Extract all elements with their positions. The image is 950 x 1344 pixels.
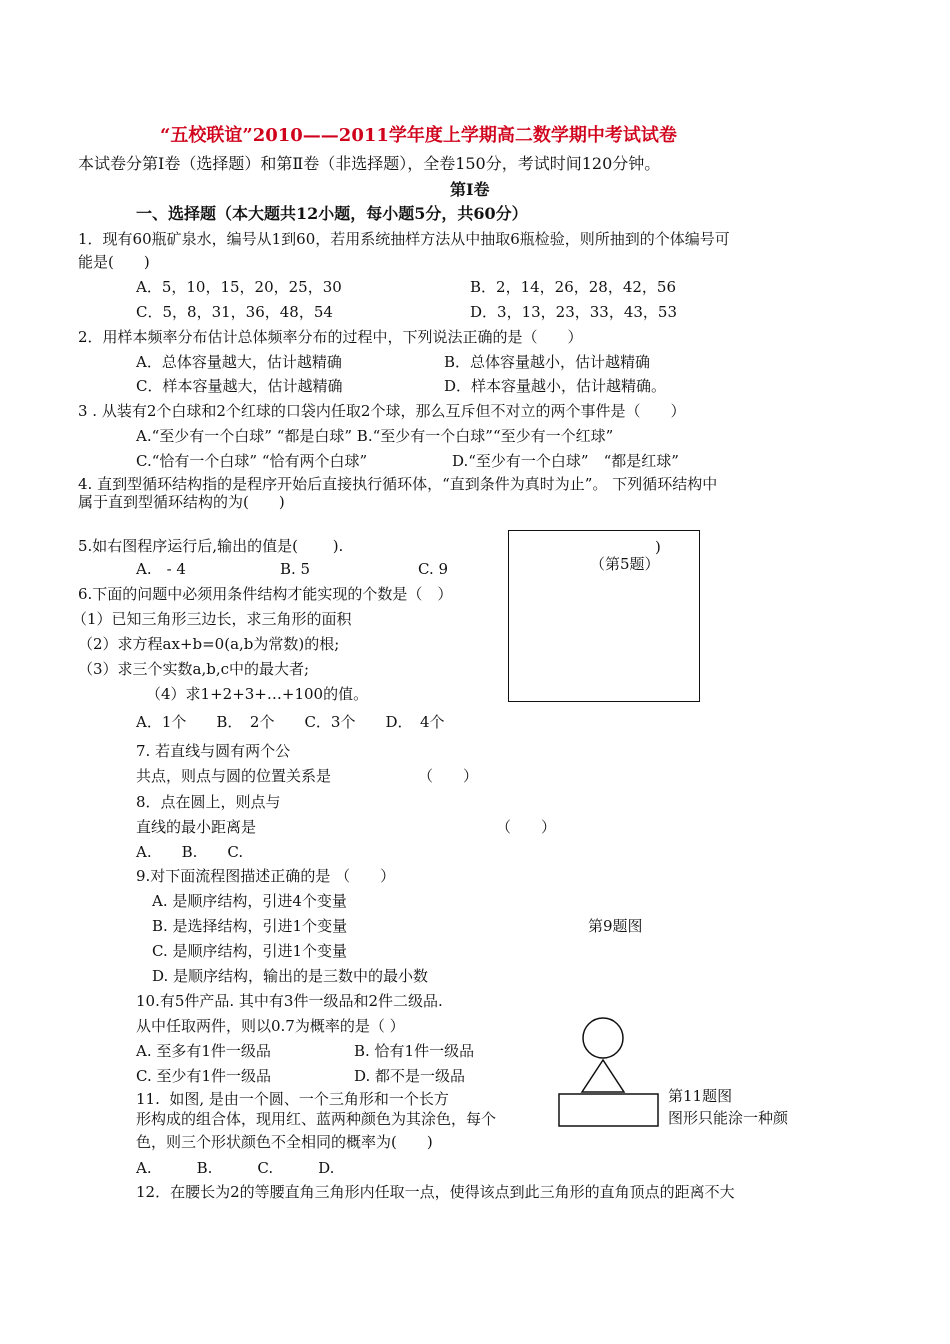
q10-option-b: B. 恰有1件一级品 [354,1042,475,1060]
q10-option-d: D. 都不是一级品 [354,1067,466,1085]
q11-circle-shape [583,1018,623,1058]
q6-stem: 6.下面的问题中必须用条件结构才能实现的个数是（ ） [78,585,453,603]
q6-item-2: （2）求方程ax+b=0(a,b为常数)的根; [78,635,340,653]
q10-stem-line1: 10.有5件产品. 其中有3件一级品和2件二级品. [136,992,443,1010]
q2-stem: 2．用样本频率分布估计总体频率分布的过程中，下列说法正确的是（ ） [78,328,583,346]
q11-options: A. B. C. D. [136,1159,335,1177]
q1-option-d: D．3，13，23，33，43，53 [470,303,678,321]
q1-stem-line1: 1．现有60瓶矿泉水，编号从1到60，若用系统抽样方法从中抽取6瓶检验，则所抽到的个体编号可 [78,230,730,248]
q9-figure-label: 第9题图 [588,917,643,935]
q11-stem-line2: 形构成的组合体，现用红、蓝两种颜色为其涂色，每个 [136,1110,497,1128]
q8-options: A. B. C. [136,843,244,861]
q11-figure [556,1015,666,1130]
q5-option-c: C. 9 [418,560,449,578]
q10-stem-line2: 从中任取两件，则以0.7为概率的是（ ） [136,1017,405,1035]
q4-stem-line1: 4. 直到型循环结构指的是程序开始后直接执行循环体，“直到条件为真时为止”。 下列循环结构中 [78,475,718,493]
q2-option-b: B．总体容量越小，估计越精确 [444,353,651,371]
q8-stem-line2: 直线的最小距离是 [136,818,257,836]
exam-title: “五校联谊”2010——2011学年度上学期高二数学期中考试试卷 [160,125,677,146]
q7-answer-paren: （ ） [418,767,479,785]
q11-stem-line1: 11. 如图, 是由一个圆、一个三角形和一个长方 [136,1090,449,1108]
q12-stem: 12．在腰长为2的等腰直角三角形内任取一点，使得该点到此三角形的直角顶点的距离不大 [136,1183,735,1201]
q7-stem-line1: 7. 若直线与圆有两个公 [136,742,291,760]
q2-option-d: D．样本容量越小，估计越精确。 [444,377,667,395]
q11-triangle-shape [582,1060,624,1092]
q5-figure-paren: ) [655,538,661,556]
q6-item-3: （3）求三个实数a,b,c中的最大者; [78,660,310,678]
q5-option-a: A. - 4 [136,560,186,578]
q9-option-b: B. 是选择结构，引进1个变量 [152,917,348,935]
q10-option-a: A. 至多有1件一级品 [136,1042,271,1060]
q8-answer-paren: （ ） [496,818,557,836]
q11-rectangle-shape [559,1094,658,1126]
q10-option-c: C. 至少有1件一级品 [136,1067,272,1085]
part-heading: 第Ⅰ卷 [450,180,490,199]
q9-option-c: C. 是顺序结构，引进1个变量 [152,942,348,960]
q9-stem: 9.对下面流程图描述正确的是 （ ） [136,867,396,885]
q5-option-b: B. 5 [280,560,311,578]
q1-option-c: C．5，8，31，36，48，54 [136,303,333,321]
q1-stem-line2: 能是( ) [78,253,150,271]
q3-option-c: C.“恰有一个白球” “恰有两个白球” [136,452,368,470]
q9-option-d: D. 是顺序结构，输出的是三数中的最小数 [152,967,429,985]
q11-figure-label: 第11题图 [668,1087,733,1105]
q11-side-text: 图形只能涂一种颜 [668,1109,789,1127]
q6-item-1: （1）已知三角形三边长，求三角形的面积 [72,610,352,628]
q7-stem-line2: 共点，则点与圆的位置关系是 [136,767,332,785]
q2-option-c: C．样本容量越大，估计越精确 [136,377,343,395]
q3-stem: 3 . 从装有2个白球和2个红球的口袋内任取2个球，那么互斥但不对立的两个事件是（ ） [78,402,686,420]
q3-option-d: D.“至少有一个白球” “都是红球” [452,452,679,470]
q8-stem-line1: 8．点在圆上，则点与 [136,793,281,811]
intro-text: 本试卷分第Ⅰ卷（选择题）和第Ⅱ卷（非选择题），全卷150分，考试时间120分钟。 [78,154,661,173]
q1-option-b: B．2，14，26，28，42，56 [470,278,677,296]
q9-option-a: A. 是顺序结构，引进4个变量 [152,892,347,910]
q2-option-a: A．总体容量越大，估计越精确 [136,353,342,371]
q11-stem-line3: 色，则三个形状颜色不全相同的概率为( ) [136,1133,433,1151]
section-heading: 一、选择题（本大题共12小题，每小题5分，共60分） [136,204,528,223]
q4-stem-line2: 属于直到型循环结构的为( ) [78,493,285,511]
q5-stem: 5.如右图程序运行后,输出的值是( ). [78,537,344,555]
q6-item-4: （4）求1+2+3+…+100的值。 [146,685,369,703]
q1-option-a: A．5，10，15，20，25，30 [136,278,342,296]
q5-figure-label: （第5题） [590,555,660,573]
q6-options: A．1个 B． 2个 C．3个 D． 4个 [136,713,445,731]
q3-option-ab: A.“至少有一个白球” “都是白球” B.“至少有一个白球”“至少有一个红球” [136,427,614,445]
